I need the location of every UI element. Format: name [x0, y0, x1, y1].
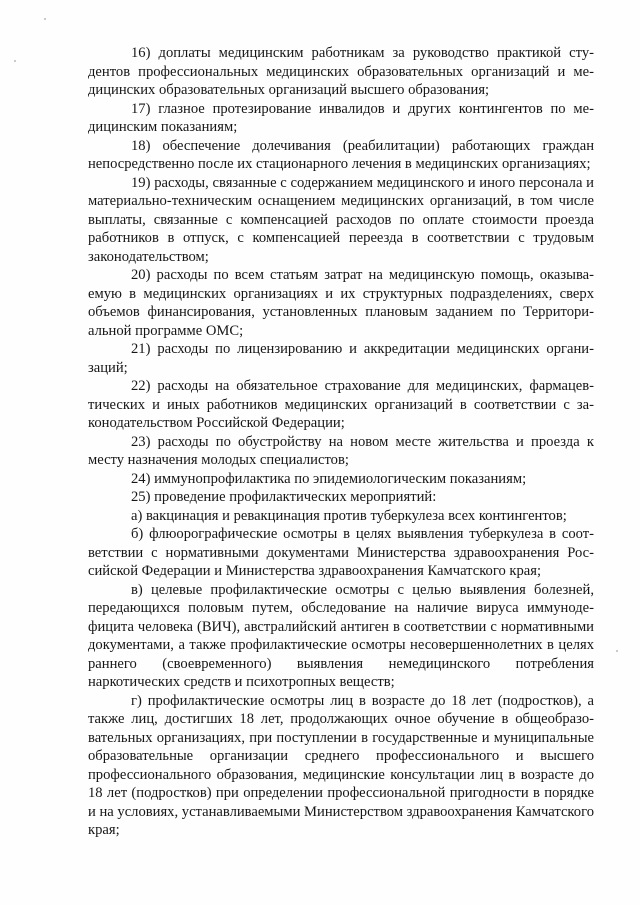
paragraph: 20) расходы по всем статьям затрат на медицинскую помощь, оказываемую в медицинских организациях и их структурных подразделениях, сверх объемов финансирования, установленных плановым заданием по Территориальной программе ОМС;: [88, 267, 594, 339]
paragraph: 25) проведение профилактических мероприятий:: [131, 489, 437, 505]
paragraph: 22) расходы на обязательное страхование для медицинских, фармацевтических и иных работников медицинских организаций в соответствии с законодательством Российской Федерации;: [88, 378, 594, 431]
paragraph: 17) глазное протезирование инвалидов и других контингентов по медицинским показаниям;: [88, 100, 594, 135]
paragraph: 23) расходы по обустройству на новом месте жительства и проезда к месту назначения молодых специалистов;: [88, 433, 594, 468]
scan-artifact: [44, 18, 46, 20]
paragraph: б) флюорографические осмотры в целях выявления туберкулеза в соответствии с нормативными документами Министерства здравоохранения Российской Федерации и Министерства здравоохранения Камчатского края;: [88, 526, 594, 579]
paragraph: 16) доплаты медицинским работникам за руководство практикой студентов профессиональных медицинских образовательных организаций и медицинских образовательных организаций высшего образования;: [88, 45, 594, 98]
paragraph: 18) обеспечение долечивания (реабилитации) работающих граждан непосредственно после их стационарного лечения в медицинских организациях;: [88, 137, 594, 172]
paragraph: г) профилактические осмотры лиц в возрасте до 18 лет (подростков), а также лиц, достигших 18 лет, продолжающих очное обучение в общеобразовательных организациях, при поступлении в государственные и муниципальные образовательные организации среднего профессионального и высшего профессионального образования, медицинские консультации лиц в возрасте до 18 лет (подростков) при определении профессиональной пригодности в порядке и на условиях, устанавливаемыми Министерством здравоохранения Камчатского края;: [88, 692, 594, 838]
paragraph: а) вакцинация и ревакцинация против туберкулеза всех контингентов;: [131, 507, 567, 524]
scan-artifact: [14, 60, 16, 62]
paragraph: 24) иммунопрофилактика по эпидемиологическим показаниям;: [131, 470, 527, 487]
paragraph: 19) расходы, связанные с содержанием медицинского и иного персонала и материально-техническим оснащением медицинских организаций, в том числе выплаты, связанные с компенсацией расходов по оплате стоимости проезда работников в отпуск, с компенсацией переезда в соответствии с трудовым законодательством;: [88, 174, 594, 265]
paragraph: 21) расходы по лицензированию и аккредитации медицинских организаций;: [88, 341, 594, 376]
paragraph: в) целевые профилактические осмотры с целью выявления болезней, передающихся половым путем, обследование на наличие вируса иммунодефицита человека (ВИЧ), австралийский антиген в соответствии с нормативными документами, а также профилактические осмотры несовершеннолетних в целях раннего (своевременного) выявления немедицинского потребления наркотических средств и психотропных веществ;: [88, 581, 594, 690]
scan-artifact: [616, 650, 618, 652]
document-body: [88, 44, 594, 840]
